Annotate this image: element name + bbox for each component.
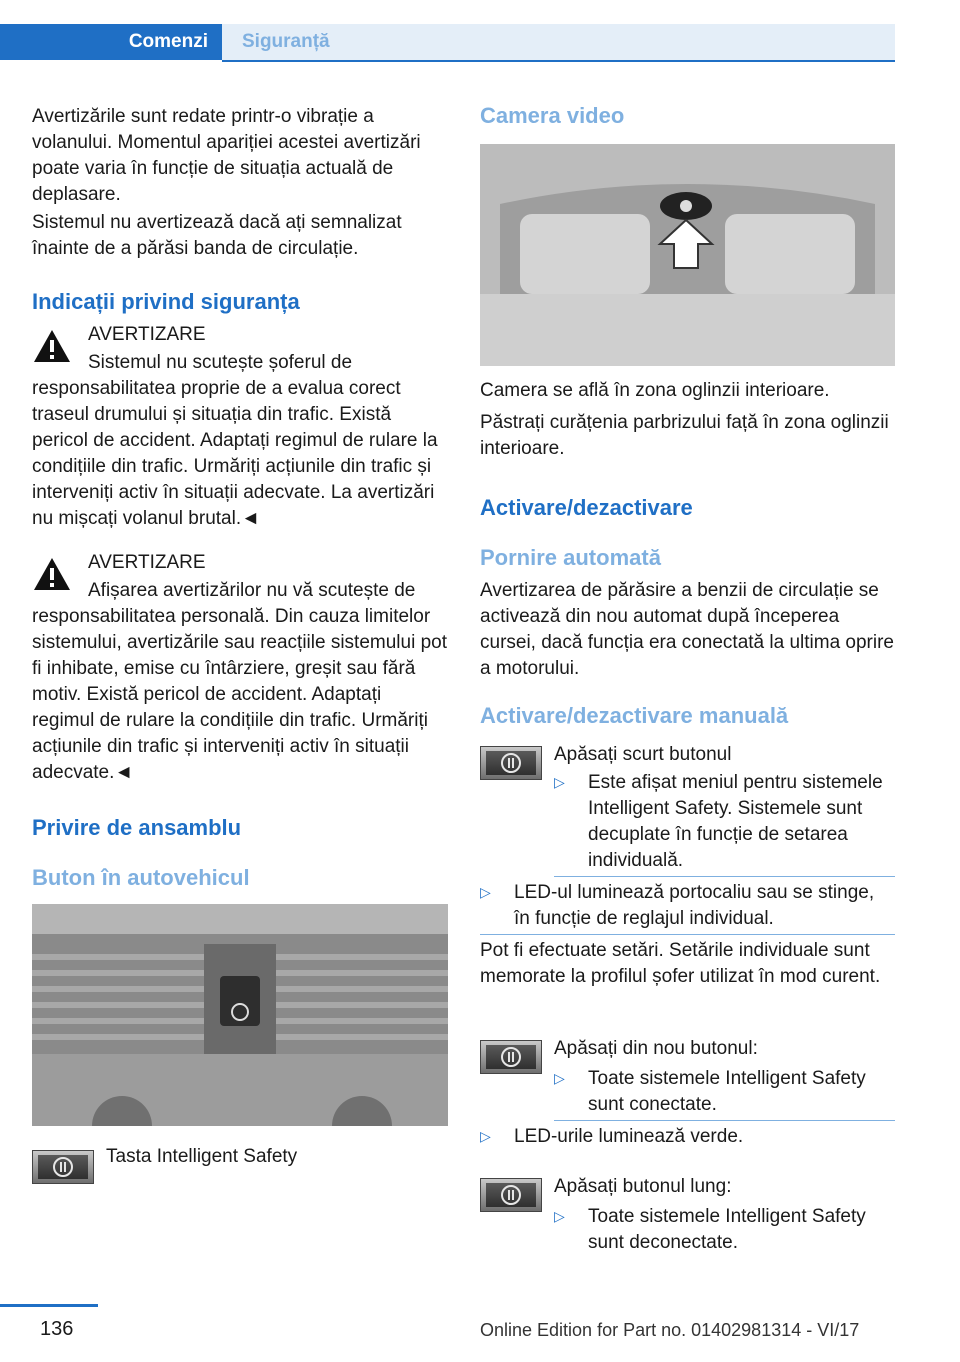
triangle-bullet-icon: ▷: [480, 1128, 491, 1144]
tab-comenzi[interactable]: Comenzi: [0, 24, 222, 60]
camera-clean: Păstrați curățenia parbrizului față în zona oglinzii interioare.: [480, 412, 889, 459]
triangle-bullet-icon: ▷: [554, 774, 565, 790]
list-item: ▷ Toate sistemele Intelligent Safety sunt deconectate.: [554, 1204, 895, 1256]
divider: [480, 934, 895, 935]
tab-siguranta[interactable]: Siguranță: [222, 24, 895, 60]
warning-text-2: Afișarea avertizărilor nu vă scutește de responsabilitatea personală. Din cauza limitelor sistemului, avertizările sau reacțiile sistemului pot fi inhibate, emise cu întârziere, greșit sau fără motiv. Există pericol de accident. Adaptați regimul de rulare la condițiile din trafic. Urmăriți acțiunile din trafic și interveniți activ în situații adecvate.◄: [32, 580, 447, 783]
heading-manual: Activare/dezactivare manuală: [480, 703, 789, 728]
list-item: ▷ Este afișat meniul pentru sistemele Intelligent Safety. Sistemele sunt decuplate în funcție de setarea individuală.: [554, 770, 895, 874]
intelligent-safety-button-icon: [480, 746, 542, 780]
triangle-bullet-icon: ▷: [480, 884, 491, 900]
intro-paragraph: Avertizările sunt redate printr-o vibrație a volanului. Momentul apariției acestei avertizări poate varia în funcție de situația actuală de deplasare.: [32, 106, 421, 205]
list-item: ▷ Toate sistemele Intelligent Safety sunt conectate.: [554, 1066, 895, 1118]
heading-camera: Camera video: [480, 103, 625, 128]
intelligent-safety-button-icon: [480, 1178, 542, 1212]
press-short-text: Apăsați scurt butonul: [554, 744, 732, 765]
triangle-bullet-icon: ▷: [554, 1070, 565, 1086]
warning-title-2: AVERTIZARE: [88, 552, 206, 573]
button-photo: [32, 904, 448, 1126]
camera-photo: [480, 144, 895, 366]
auto-paragraph: Avertizarea de părăsire a benzii de circulație se activează din nou automat după începerea cursei, dacă funcția era conectată la ultima oprire a motorului.: [480, 580, 894, 679]
footer-edition: Online Edition for Part no. 01402981314 - VI/17: [480, 1320, 860, 1340]
heading-button: Buton în autovehicul: [32, 865, 250, 890]
heading-safety: Indicații privind siguranța: [32, 289, 300, 314]
page-number: 136: [40, 1318, 74, 1340]
warning-title-1: AVERTIZARE: [88, 324, 206, 345]
header-bar: [0, 0, 895, 62]
button-caption: Tasta Intelligent Safety: [106, 1146, 298, 1167]
divider: [554, 1120, 895, 1121]
press-again-text: Apăsați din nou butonul:: [554, 1038, 758, 1059]
camera-location: Camera se află în zona oglinzii interioare.: [480, 380, 830, 401]
heading-activate: Activare/dezactivare: [480, 495, 693, 520]
heading-overview: Privire de ansamblu: [32, 815, 242, 840]
triangle-bullet-icon: ▷: [554, 1208, 565, 1224]
press-long-text: Apăsați butonul lung:: [554, 1176, 732, 1197]
heading-auto-start: Pornire automată: [480, 545, 661, 570]
list-item: ▷ LED-urile luminează verde.: [480, 1124, 895, 1150]
divider: [554, 876, 895, 877]
settings-paragraph: Pot fi efectuate setări. Setările individuale sunt memorate la profilul șofer utilizat în mod curent.: [480, 940, 881, 987]
header-underline: [222, 60, 895, 62]
signal-paragraph: Sistemul nu avertizează dacă ați semnalizat înainte de a părăsi banda de circulație.: [32, 212, 402, 259]
warning-text-1: Sistemul nu scutește șoferul de responsabilitatea proprie de a evalua corect traseul drumului și situația din trafic. Există pericol de accident. Adaptați regimul de rulare la condițiile din trafic. Urmăriți acțiunile din trafic și interveniți activ în situații adecvate. La avertizări nu mișcați volanul brutal.◄: [32, 352, 438, 529]
footer-line: [0, 1304, 98, 1307]
intelligent-safety-button-icon: [32, 1150, 94, 1184]
list-item: ▷ LED-ul luminează portocaliu sau se stinge, în funcție de reglajul individual.: [480, 880, 895, 932]
intelligent-safety-button-icon: [480, 1040, 542, 1074]
